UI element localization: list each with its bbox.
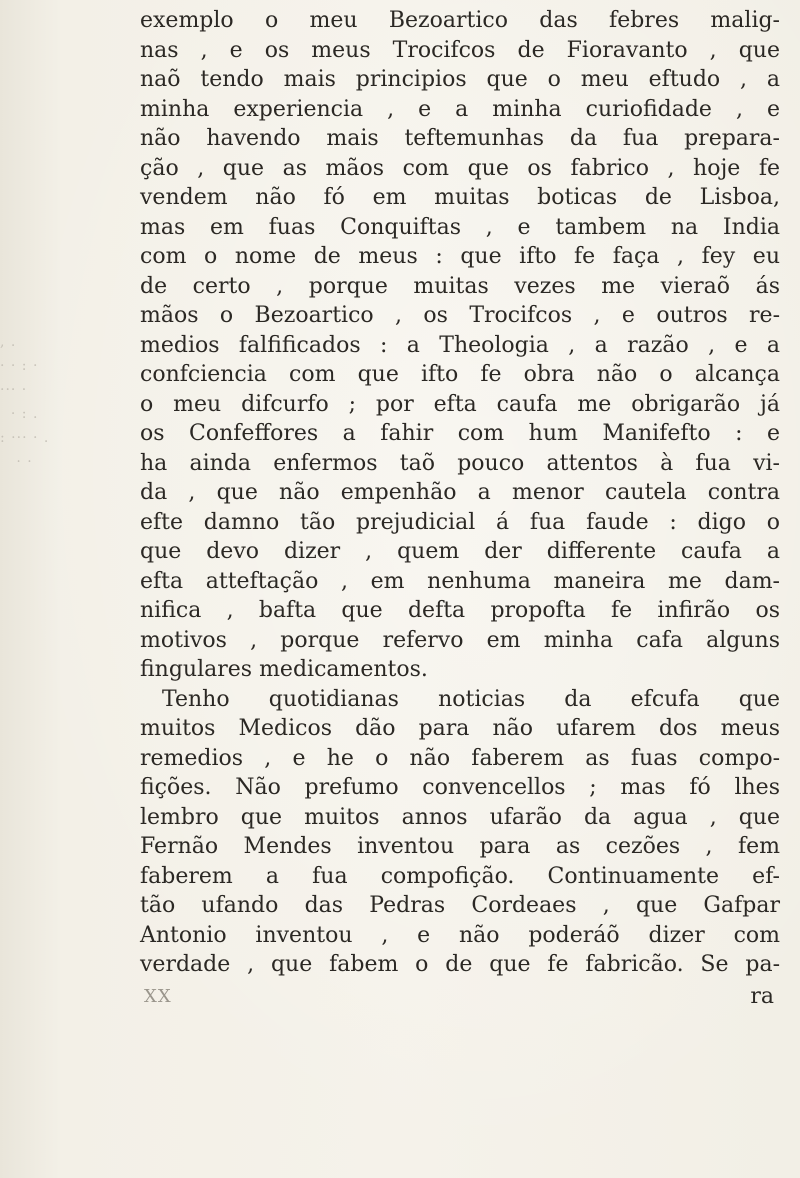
- text-line: confciencia com que ifto fe obra não o alcança: [140, 362, 780, 387]
- text-line: verdade , que fabem o de que fe fabricão. Se pa-: [140, 952, 780, 977]
- text-line: motivos , porque refervo em minha cafa alguns: [140, 627, 780, 653]
- text-line: muitos Medicos dão para não ufarem dos meus: [140, 716, 780, 741]
- text-line: nifica , bafta que defta propofta fe infirão os: [140, 598, 780, 623]
- text-line: minha experiencia , e a minha curiofidade , e: [140, 96, 780, 122]
- text-line: o meu difcurfo ; por efta caufa me obrigarão já: [140, 391, 780, 417]
- text-line: medios falfificados : a Theologia , a razão , e a: [140, 332, 780, 358]
- text-line: remedios , e he o não faberem as fuas compo-: [140, 745, 780, 771]
- text-line: mãos o Bezoartico , os Trocifcos , e outros re-: [140, 303, 780, 328]
- text-line: efte damno tão prejudicial á fua faude : digo o: [140, 509, 780, 535]
- text-line: ha ainda enfermos taõ pouco attentos à fua vi-: [140, 450, 780, 476]
- text-line: tão ufando das Pedras Cordeaes , que Gafpar: [140, 893, 780, 918]
- page-text-block: [140, 6, 780, 1011]
- text-line: fições. Não prefumo convencellos ; mas fó lhes: [140, 775, 780, 800]
- text-line: lembro que muitos annos ufarão da agua , que: [140, 804, 780, 830]
- text-line: fingulares medicamentos.: [140, 657, 428, 682]
- text-line: nas , e os meus Trocifcos de Fioravanto , que: [140, 37, 780, 63]
- text-line: com o nome de meus : que ifto fe faça , fey eu: [140, 244, 780, 269]
- signature-mark: XX: [144, 985, 172, 1007]
- text-line: naõ tendo mais principios que o meu eftudo , a: [140, 67, 780, 92]
- text-line: faberem a fua compofição. Continuamente ef-: [140, 863, 780, 889]
- text-line: que devo dizer , quem der differente caufa a: [140, 539, 780, 564]
- text-line: não havendo mais teftemunhas da fua prepara-: [140, 126, 780, 151]
- text-line: Tenho quotidianas noticias da efcufa que: [162, 686, 780, 712]
- text-line: mas em fuas Conquiftas , e tambem na India: [140, 214, 780, 240]
- page-footer: [140, 982, 780, 1012]
- text-line: Fernão Mendes inventou para as cezões , fem: [140, 834, 780, 859]
- text-line: ção , que as mãos com que os fabrico , hoje fe: [140, 155, 780, 181]
- show-through-bleed: , . · · : · ··· · · : . : ··· · . · ·: [0, 334, 50, 470]
- text-line: Antonio inventou , e não poderáõ dizer com: [140, 922, 780, 948]
- text-line: vendem não fó em muitas boticas de Lisboa,: [140, 185, 780, 210]
- text-line: da , que não empenhão a menor cautela contra: [140, 480, 780, 505]
- catchword: ra: [750, 983, 774, 1009]
- text-line: de certo , porque muitas vezes me vieraõ ás: [140, 273, 780, 299]
- text-line: os Confeffores a fahir com hum Manifefto : e: [140, 421, 780, 446]
- text-line: exemplo o meu Bezoartico das febres malig-: [140, 8, 780, 33]
- text-line: efta atteftação , em nenhuma maneira me dam-: [140, 568, 780, 594]
